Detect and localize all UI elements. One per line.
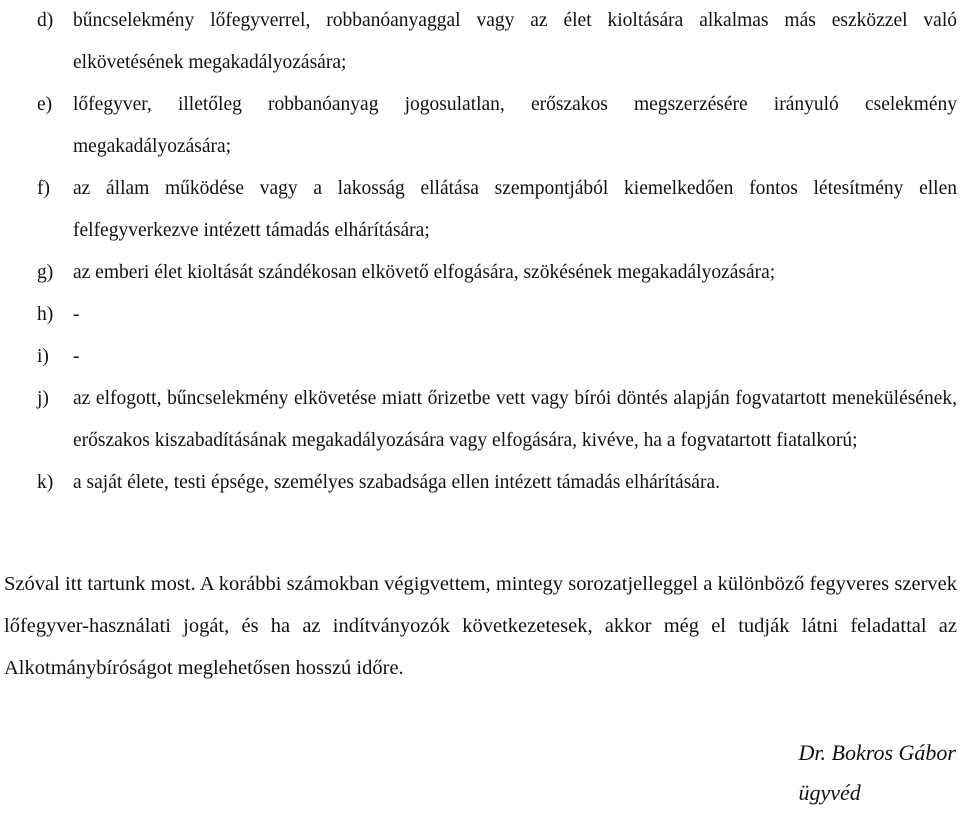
list-item-text: lőfegyver, illetőleg robbanóanyag jogosulatlan, erőszakos megszerzésére irányuló cselekmény megakadályozására; [73, 94, 957, 157]
list-item [0, 252, 960, 294]
list-item [0, 0, 960, 84]
list-item-text: - [73, 346, 80, 367]
list-item [0, 168, 960, 252]
list-item-text: az elfogott, bűncselekmény elkövetése miatt őrizetbe vett vagy bírói döntés alapján fogvatartott menekülésének, erőszakos kiszabadításának megakadályozására vagy elfogására, kivéve, ha a fogvatartott fiatalkorú; [73, 388, 957, 451]
list-marker: e) [37, 94, 53, 115]
signature-block [799, 733, 956, 813]
list-marker: i) [37, 346, 49, 367]
signature-name: Dr. Bokros Gábor [798, 740, 956, 765]
list-item [0, 294, 960, 336]
list-marker: j) [37, 388, 49, 409]
list-item [0, 462, 960, 504]
list-item-text: a saját élete, testi épsége, személyes szabadsága ellen intézett támadás elhárítására. [73, 472, 720, 493]
list-item-text: bűncselekmény lőfegyverrel, robbanóanyaggal vagy az élet kioltására alkalmas más eszközzel való elkövetésének megakadályozására; [73, 10, 957, 73]
body-paragraph: Szóval itt tartunk most. A korábbi számokban végigvettem, mintegy sorozatjelleggel a különböző fegyveres szervek lőfegyver-használati jogát, és ha az indítványozók következetesek, akkor még el tudják látni feladattal az Alkotmánybíróságot meglehetősen hosszú időre. [4, 573, 957, 679]
list-item [0, 378, 960, 462]
list-item-text: - [73, 304, 80, 325]
list-item-text: az emberi élet kioltását szándékosan elkövető elfogására, szökésének megakadályozására; [73, 262, 776, 283]
list-marker: h) [37, 304, 54, 325]
list-marker: k) [37, 472, 54, 493]
list-item-text: az állam működése vagy a lakosság ellátása szempontjából kiemelkedően fontos létesítmény ellen felfegyverkezve intézett támadás elhárítására; [73, 178, 957, 241]
list-marker: f) [37, 178, 50, 199]
list-marker: d) [37, 10, 54, 31]
list-item [0, 84, 960, 168]
list-item [0, 336, 960, 378]
list-marker: g) [37, 262, 54, 283]
signature-role: ügyvéd [798, 780, 861, 805]
